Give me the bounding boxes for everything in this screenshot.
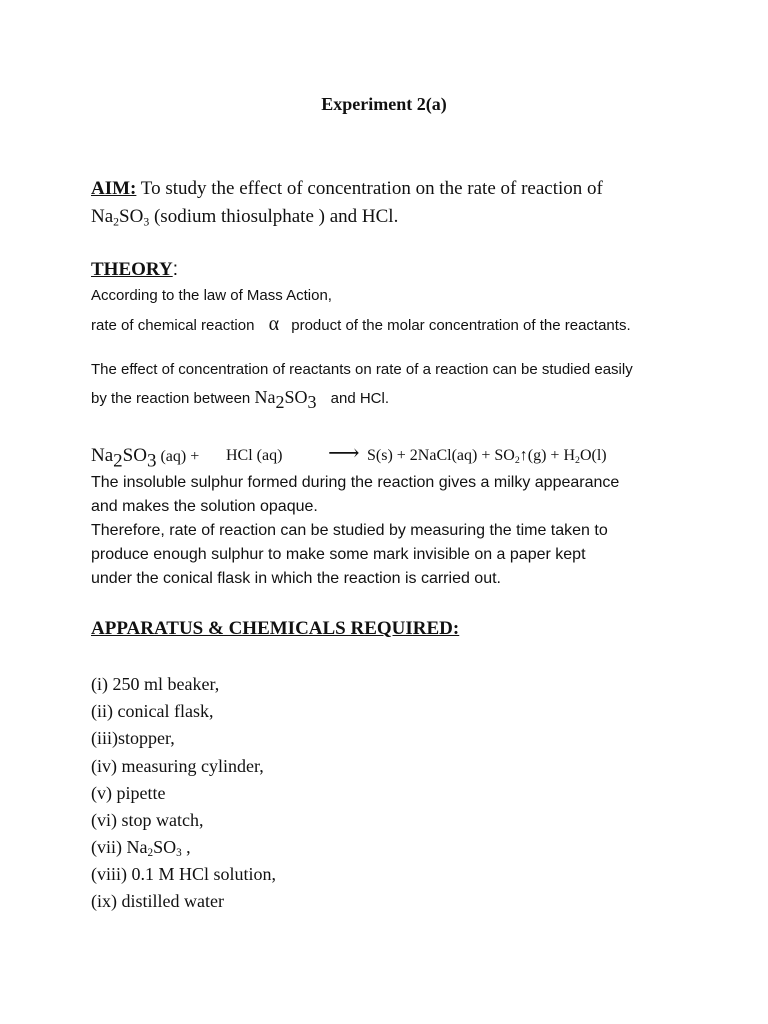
- explanation-line: Therefore, rate of reaction can be studied by measuring the time taken to: [91, 522, 608, 539]
- aim-label: AIM:: [91, 178, 137, 199]
- formula-subscript: 2: [275, 392, 285, 413]
- equation-rhs-a: S(s) + 2NaCl(aq) + SO: [367, 447, 515, 464]
- theory-heading: [91, 259, 178, 281]
- apparatus-item: (v) pipette: [91, 783, 166, 803]
- aim-line-1: [91, 178, 603, 200]
- page-title: Experiment 2(a): [321, 94, 447, 114]
- equation-lhs-rest: (aq) +: [156, 448, 200, 465]
- apparatus-item-7-tail: ,: [181, 837, 191, 857]
- apparatus-item: (iv) measuring cylinder,: [91, 756, 264, 776]
- apparatus-item: [91, 837, 191, 858]
- theory-line-2-b: product of the molar concentration of the reactants.: [291, 317, 631, 334]
- theory-line-2: [91, 313, 631, 336]
- formula-subscript: 2: [147, 847, 154, 860]
- theory-para-2-text-a: by the reaction between: [91, 390, 255, 407]
- equation-products: [367, 447, 607, 465]
- formula-na: Na: [254, 387, 276, 407]
- formula-subscript: 3: [146, 450, 157, 472]
- formula-subscript: 2: [113, 450, 123, 472]
- formula-subscript: 3: [143, 215, 150, 229]
- apparatus-item: (viii) 0.1 M HCl solution,: [91, 864, 277, 884]
- formula-so: SO: [284, 387, 308, 407]
- theory-label: THEORY: [91, 259, 173, 280]
- apparatus-item: (ix) distilled water: [91, 891, 224, 911]
- reaction-equation: [91, 445, 200, 472]
- formula-subscript: 2: [113, 215, 120, 229]
- aim-text-2: (sodium thiosulphate ) and HCl.: [149, 206, 399, 227]
- apparatus-item-7-label: (vii) Na: [91, 837, 148, 857]
- formula-subscript: 3: [176, 847, 182, 860]
- theory-para-2-line-1: The effect of concentration of reactants on rate of a reaction can be studied easily: [91, 361, 633, 378]
- reaction-arrow-icon: ⟶: [328, 440, 360, 465]
- explanation-line: and makes the solution opaque.: [91, 498, 318, 515]
- theory-para-2-line-2: [91, 387, 389, 413]
- formula-na: Na: [91, 206, 114, 227]
- proportional-symbol: α: [268, 313, 280, 335]
- formula-so: SO: [119, 206, 144, 227]
- formula-so: SO: [153, 837, 177, 857]
- formula-subscript: 2: [514, 454, 520, 466]
- theory-colon: :: [172, 259, 178, 280]
- formula-subscript: 3: [307, 392, 317, 413]
- explanation-line: The insoluble sulphur formed during the reaction gives a milky appearance: [91, 474, 620, 491]
- equation-na: Na: [91, 445, 114, 466]
- apparatus-item: (ii) conical flask,: [91, 701, 214, 721]
- explanation-line: produce enough sulphur to make some mark invisible on a paper kept: [91, 546, 586, 563]
- aim-text-1: To study the effect of concentration on the rate of reaction of: [136, 178, 603, 199]
- equation-so: SO: [122, 445, 147, 466]
- theory-line-2-a: rate of chemical reaction: [91, 317, 255, 334]
- aim-line-2: [91, 206, 398, 228]
- apparatus-heading: APPARATUS & CHEMICALS REQUIRED:: [91, 618, 460, 639]
- explanation-line: under the conical flask in which the reaction is carried out.: [91, 570, 501, 587]
- formula-subscript: 2: [575, 454, 580, 466]
- equation-hcl: HCl (aq): [226, 447, 283, 464]
- apparatus-item: (i) 250 ml beaker,: [91, 674, 220, 694]
- equation-rhs-c: O(l): [579, 447, 607, 464]
- theory-line-1: According to the law of Mass Action,: [91, 287, 332, 304]
- apparatus-item: (iii)stopper,: [91, 728, 175, 748]
- theory-para-2-text-b: and HCl.: [326, 390, 389, 407]
- apparatus-item: (vi) stop watch,: [91, 810, 204, 830]
- equation-rhs-b: ↑(g) + H: [519, 447, 575, 464]
